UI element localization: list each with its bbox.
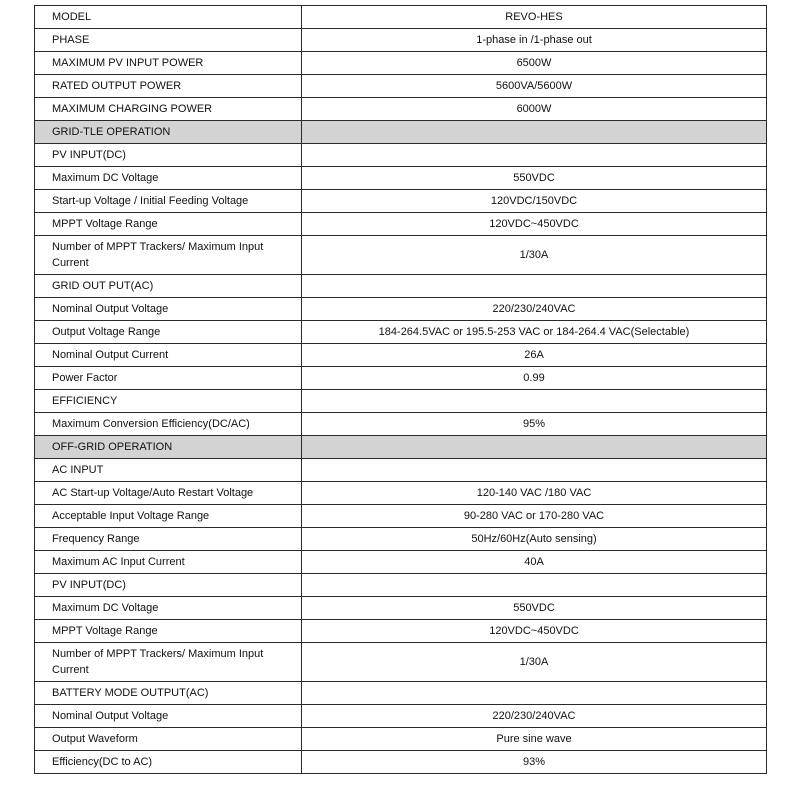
row-value: 93% (302, 751, 767, 774)
row-value (302, 275, 767, 298)
table-row (35, 643, 767, 682)
row-value: Pure sine wave (302, 728, 767, 751)
subsection-header-row (35, 390, 767, 413)
table-row (35, 75, 767, 98)
table-row (35, 98, 767, 121)
row-value (302, 390, 767, 413)
table-row (35, 52, 767, 75)
row-value: 120-140 VAC /180 VAC (302, 482, 767, 505)
table-row (35, 620, 767, 643)
row-value (302, 459, 767, 482)
table-row (35, 528, 767, 551)
table-row (35, 705, 767, 728)
row-label: Frequency Range (35, 528, 302, 551)
subsection-header-row (35, 574, 767, 597)
row-value (302, 144, 767, 167)
row-value: 1/30A (302, 236, 767, 275)
table-row (35, 213, 767, 236)
row-value: 184-264.5VAC or 195.5-253 VAC or 184-264.4 VAC(Selectable) (302, 321, 767, 344)
row-value: 550VDC (302, 597, 767, 620)
section-header-row (35, 436, 767, 459)
row-label: MPPT Voltage Range (35, 213, 302, 236)
row-value: 220/230/240VAC (302, 705, 767, 728)
row-label: Nominal Output Current (35, 344, 302, 367)
table-row (35, 413, 767, 436)
row-label: Nominal Output Voltage (35, 298, 302, 321)
row-label: MAXIMUM PV INPUT POWER (35, 52, 302, 75)
row-label: PHASE (35, 29, 302, 52)
row-label: Maximum DC Voltage (35, 167, 302, 190)
row-value: 1-phase in /1-phase out (302, 29, 767, 52)
row-value: 90-280 VAC or 170-280 VAC (302, 505, 767, 528)
row-value (302, 574, 767, 597)
subsection-label: PV INPUT(DC) (35, 144, 302, 167)
table-row (35, 551, 767, 574)
row-value: 220/230/240VAC (302, 298, 767, 321)
table-row (35, 344, 767, 367)
row-value: 6500W (302, 52, 767, 75)
row-value: 120VDC~450VDC (302, 620, 767, 643)
row-label: Output Voltage Range (35, 321, 302, 344)
row-value: 0.99 (302, 367, 767, 390)
table-row (35, 190, 767, 213)
subsection-header-row (35, 144, 767, 167)
row-label: Output Waveform (35, 728, 302, 751)
table-row (35, 482, 767, 505)
row-label: Efficiency(DC to AC) (35, 751, 302, 774)
table-row (35, 236, 767, 275)
table-row (35, 167, 767, 190)
section-label: GRID-TLE OPERATION (35, 121, 302, 144)
row-value (302, 682, 767, 705)
spec-table (34, 5, 767, 774)
row-label: RATED OUTPUT POWER (35, 75, 302, 98)
row-value (302, 121, 767, 144)
subsection-header-row (35, 459, 767, 482)
row-value: 95% (302, 413, 767, 436)
table-row (35, 298, 767, 321)
table-row (35, 728, 767, 751)
row-label: Power Factor (35, 367, 302, 390)
row-value: 5600VA/5600W (302, 75, 767, 98)
table-row (35, 505, 767, 528)
row-value: 1/30A (302, 643, 767, 682)
row-value: 120VDC/150VDC (302, 190, 767, 213)
row-label: Maximum AC Input Current (35, 551, 302, 574)
table-row (35, 29, 767, 52)
subsection-label: EFFICIENCY (35, 390, 302, 413)
row-value: 6000W (302, 98, 767, 121)
subsection-label: PV INPUT(DC) (35, 574, 302, 597)
row-label: Number of MPPT Trackers/ Maximum Input Current (35, 236, 302, 275)
row-value: REVO-HES (302, 6, 767, 29)
row-value: 550VDC (302, 167, 767, 190)
row-value: 40A (302, 551, 767, 574)
subsection-label: BATTERY MODE OUTPUT(AC) (35, 682, 302, 705)
row-label: Number of MPPT Trackers/ Maximum Input Current (35, 643, 302, 682)
row-label: MAXIMUM CHARGING POWER (35, 98, 302, 121)
table-row (35, 367, 767, 390)
row-label: AC Start-up Voltage/Auto Restart Voltage (35, 482, 302, 505)
subsection-label: GRID OUT PUT(AC) (35, 275, 302, 298)
subsection-label: AC INPUT (35, 459, 302, 482)
row-label: Acceptable Input Voltage Range (35, 505, 302, 528)
subsection-header-row (35, 682, 767, 705)
section-header-row (35, 121, 767, 144)
subsection-header-row (35, 275, 767, 298)
row-label: Start-up Voltage / Initial Feeding Voltage (35, 190, 302, 213)
row-label: Maximum DC Voltage (35, 597, 302, 620)
row-label: MODEL (35, 6, 302, 29)
row-label: Maximum Conversion Efficiency(DC/AC) (35, 413, 302, 436)
row-label: Nominal Output Voltage (35, 705, 302, 728)
table-row (35, 597, 767, 620)
section-label: OFF-GRID OPERATION (35, 436, 302, 459)
table-row (35, 751, 767, 774)
table-row (35, 321, 767, 344)
table-row (35, 6, 767, 29)
row-value: 26A (302, 344, 767, 367)
row-value (302, 436, 767, 459)
row-value: 50Hz/60Hz(Auto sensing) (302, 528, 767, 551)
row-value: 120VDC~450VDC (302, 213, 767, 236)
row-label: MPPT Voltage Range (35, 620, 302, 643)
